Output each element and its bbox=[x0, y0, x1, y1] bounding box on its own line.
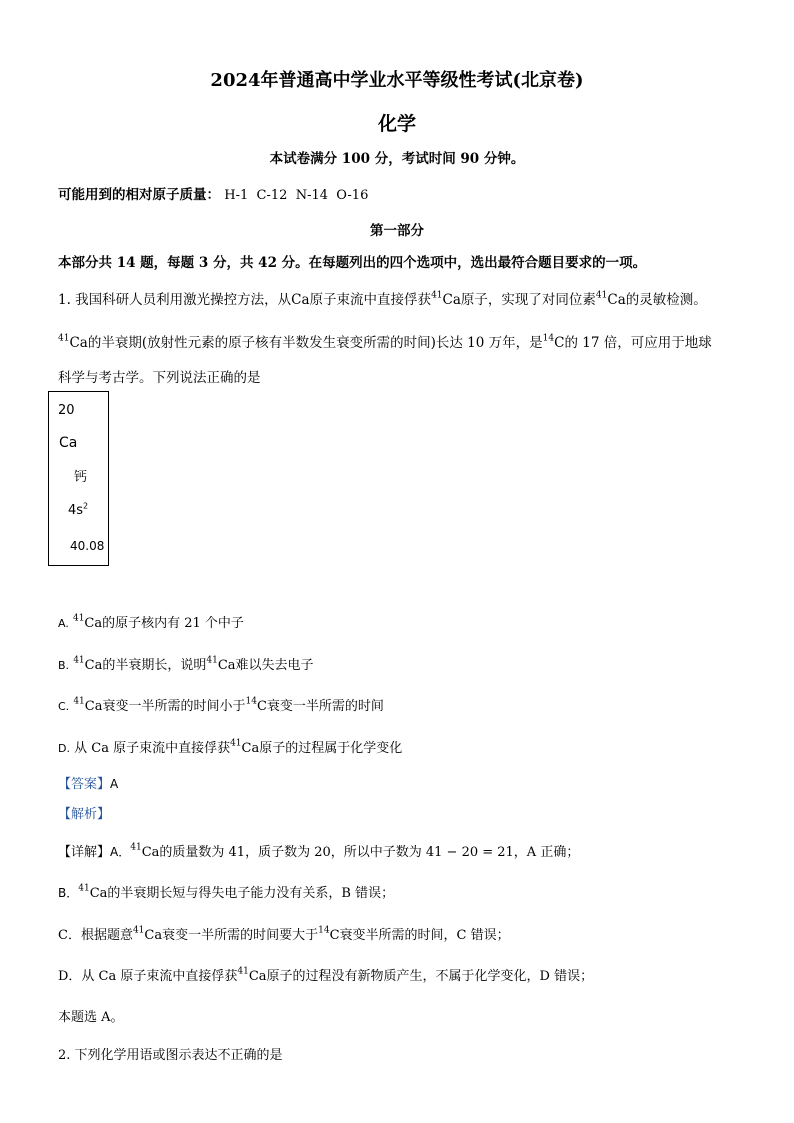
mass-number: 14 bbox=[542, 333, 555, 344]
detail-c: C．根据题意$^{41}$Ca衰变一半所需的时间要大于$^{14}$C衰变半所需的时间，C 错误； bbox=[58, 925, 510, 943]
q1-line-1 bbox=[58, 288, 707, 308]
detail-d: D．从 Ca 原子束流中直接俘获$^{41}$Ca原子的过程没有新物质产生，不属于化学变化，D 错误； bbox=[58, 966, 594, 984]
answer-value: A bbox=[110, 777, 119, 791]
element-card bbox=[48, 391, 109, 566]
conclusion: 本题选 A。 bbox=[58, 1010, 124, 1025]
exam-info: 本试卷满分 100 分，考试时间 90 分钟。 bbox=[269, 151, 525, 167]
element-symbol: Ca bbox=[59, 435, 78, 451]
q1-text: 1. 我国科研人员利用激光操控方法，从 bbox=[58, 292, 292, 308]
mass-number: 41 bbox=[58, 333, 70, 344]
analysis-label: 【解析】 bbox=[58, 807, 111, 822]
q1-line-2 bbox=[58, 331, 712, 351]
element-name: 钙 bbox=[74, 470, 88, 485]
option-d: D. 从 Ca 原子束流中直接俘获$^{41}$Ca原子的过程属于化学变化 bbox=[58, 738, 403, 756]
atomic-mass: 40.08 bbox=[70, 539, 105, 553]
atomic-mass-values: H-1 C-12 N-14 O-16 bbox=[224, 188, 369, 203]
atomic-mass-label: 可能用到的相对原子质量： bbox=[58, 187, 220, 203]
mass-number: 41 bbox=[72, 613, 85, 624]
answer-label: 【答案】 bbox=[58, 777, 111, 792]
detail-a: 【详解】A．$^{41}$Ca的质量数为 41，质子数为 20，所以中子数为 41 − 20 = 21，A 正确； bbox=[58, 842, 580, 860]
q1-text: 原子，实现了对同位素 bbox=[460, 292, 596, 308]
exam-title: 2024年普通高中学业水平等级性考试(北京卷) bbox=[210, 70, 584, 91]
mass-number: 41 bbox=[595, 290, 608, 301]
atomic-number: 20 bbox=[58, 403, 75, 418]
q2-stem: 2. 下列化学用语或图示表达不正确的是 bbox=[58, 1048, 283, 1063]
detail-b: B．$^{41}$Ca的半衰期长短与得失电子能力没有关系，B 错误； bbox=[58, 883, 395, 901]
option-a: A. $^{41}$Ca的原子核内有 21 个中子 bbox=[58, 613, 244, 631]
subject-title: 化学 bbox=[377, 113, 416, 135]
option-c: C. $^{41}$Ca衰变一半所需的时间小于$^{14}$C衰变一半所需的时间 bbox=[58, 696, 384, 714]
electron-config: $4s^2$ bbox=[68, 501, 89, 518]
detail-label: 【详解】 bbox=[58, 845, 111, 860]
ca-symbol: Ca bbox=[291, 292, 310, 308]
q1-line-3: 科学与考古学。下列说法正确的是 bbox=[58, 370, 261, 386]
option-b: B. $^{41}$Ca的半衰期长，说明$^{41}$Ca难以失去电子 bbox=[58, 655, 314, 673]
ca-symbol: Ca bbox=[442, 292, 461, 308]
part-instructions: 本部分共 14 题，每题 3 分，共 42 分。在每题列出的四个选项中，选出最符合题目要求的一项。 bbox=[58, 255, 647, 271]
part-heading: 第一部分 bbox=[370, 223, 424, 239]
ca-symbol: Ca bbox=[69, 335, 88, 351]
q1-text: 原子束流中直接俘获 bbox=[309, 292, 432, 308]
atomic-mass-line bbox=[58, 183, 368, 203]
q1-text: 的灵敏检测。 bbox=[625, 292, 707, 308]
q1-text: 的 17 倍，可应用于地球 bbox=[564, 335, 712, 351]
q1-text: 的半衰期(放射性元素的原子核有半数发生衰变所需的时间)长达 10 万年，是 bbox=[87, 335, 543, 351]
c-symbol: C bbox=[554, 335, 565, 351]
mass-number: 41 bbox=[431, 290, 443, 301]
ca-symbol: Ca bbox=[607, 292, 626, 308]
answer-line bbox=[58, 773, 118, 792]
